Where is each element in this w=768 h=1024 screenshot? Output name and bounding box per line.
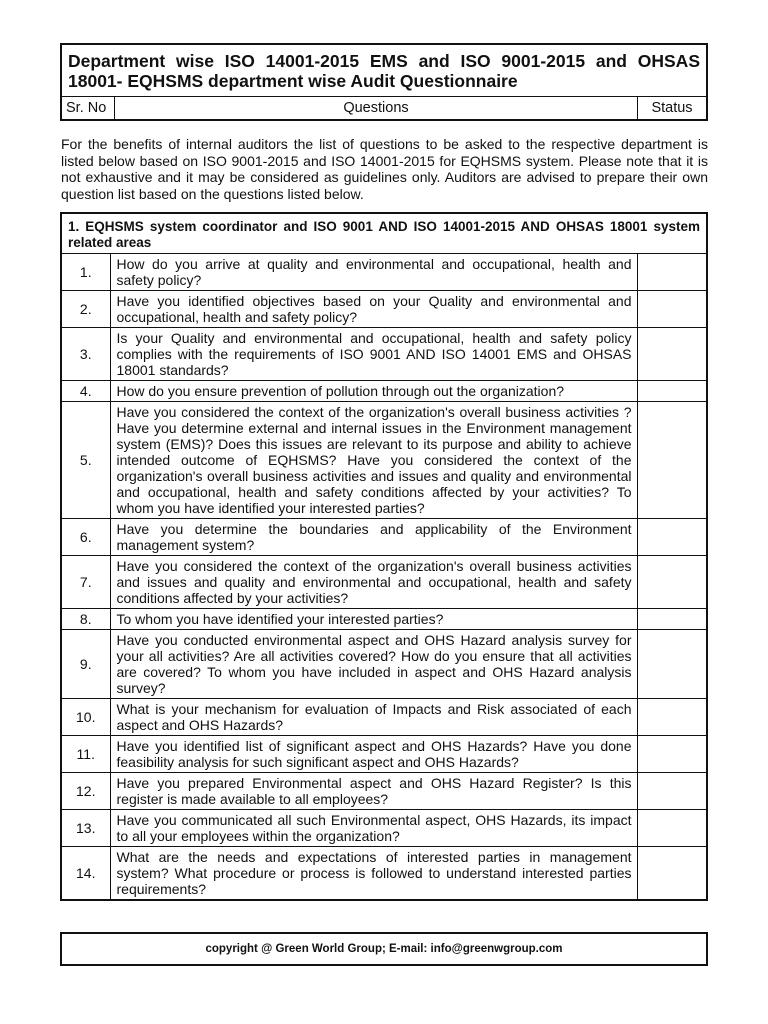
intro-paragraph: For the benefits of internal auditors the list of questions to be asked to the respective department is listed below based on ISO 9001-2015 and ISO 14001-2015 for EQHSMS system. Please note that it is not exhaustive and it may be considered as guidelines only. Auditors are advised to prepare their own question list based on the questions listed below. (61, 136, 708, 202)
column-header-questions: Questions (115, 97, 638, 119)
question-number: 1. (61, 254, 110, 291)
question-number: 2. (61, 291, 110, 328)
question-number: 8. (61, 609, 110, 630)
question-row (61, 773, 707, 810)
question-row (61, 556, 707, 609)
question-text: How do you ensure prevention of pollution through out the organization? (110, 381, 637, 402)
question-number: 10. (61, 699, 110, 736)
section-title: 1. EQHSMS system coordinator and ISO 9001 AND ISO 14001-2015 AND OHSAS 18001 system related areas (61, 213, 707, 254)
document-page (60, 43, 708, 901)
question-number: 5. (61, 402, 110, 519)
status-cell[interactable] (637, 519, 707, 556)
question-row (61, 847, 707, 901)
question-row (61, 699, 707, 736)
question-number: 12. (61, 773, 110, 810)
question-text: Have you determine the boundaries and applicability of the Environment management system? (110, 519, 637, 556)
header-columns (62, 96, 706, 119)
question-number: 6. (61, 519, 110, 556)
question-text: Is your Quality and environmental and occupational, health and safety policy complies with the requirements of ISO 9001 AND ISO 14001 EMS and OHSAS 18001 standards? (110, 328, 637, 381)
status-cell[interactable] (637, 773, 707, 810)
column-header-srno: Sr. No (62, 97, 115, 119)
question-text: Have you identified list of significant aspect and OHS Hazards? Have you done feasibility analysis for such significant aspect and OHS Hazards? (110, 736, 637, 773)
question-number: 14. (61, 847, 110, 901)
status-cell[interactable] (637, 699, 707, 736)
question-row (61, 254, 707, 291)
document-header (60, 43, 708, 121)
question-text: How do you arrive at quality and environmental and occupational, health and safety policy? (110, 254, 637, 291)
status-cell[interactable] (637, 254, 707, 291)
document-title: Department wise ISO 14001-2015 EMS and ISO 9001-2015 and OHSAS 18001- EQHSMS department wise Audit Questionnaire (68, 51, 700, 91)
section-header-row (61, 213, 707, 254)
status-cell[interactable] (637, 328, 707, 381)
question-number: 4. (61, 381, 110, 402)
question-text: To whom you have identified your interested parties? (110, 609, 637, 630)
status-cell[interactable] (637, 291, 707, 328)
question-number: 9. (61, 630, 110, 699)
status-cell[interactable] (637, 381, 707, 402)
status-cell[interactable] (637, 609, 707, 630)
question-number: 11. (61, 736, 110, 773)
status-cell[interactable] (637, 847, 707, 901)
status-cell[interactable] (637, 556, 707, 609)
question-number: 7. (61, 556, 110, 609)
question-row (61, 609, 707, 630)
copyright-footer (60, 932, 708, 966)
questionnaire-table (60, 212, 708, 901)
status-cell[interactable] (637, 402, 707, 519)
question-row (61, 519, 707, 556)
question-number: 3. (61, 328, 110, 381)
question-row (61, 291, 707, 328)
question-text: Have you communicated all such Environmental aspect, OHS Hazards, its impact to all your employees within the organization? (110, 810, 637, 847)
question-row (61, 402, 707, 519)
question-number: 13. (61, 810, 110, 847)
question-row (61, 381, 707, 402)
copyright-text: copyright @ Green World Group; E-mail: info@greenwgroup.com (205, 943, 563, 955)
column-header-status: Status (651, 100, 693, 116)
question-row (61, 736, 707, 773)
question-row (61, 328, 707, 381)
status-cell[interactable] (637, 736, 707, 773)
question-row (61, 810, 707, 847)
question-text: Have you identified objectives based on your Quality and environmental and occupational, health and safety policy? (110, 291, 637, 328)
question-text: Have you considered the context of the organization's overall business activities ? Have you determine external and internal issues in the Environment management system (EMS)? Does this issues are relevant to its purpose and ability to achieve intended outcome of EQHSMS? Have you considered the context of the organization's overall business activities and issues and quality and environmental and occupational, health and safety conditions affected by your activities? To whom you have identified your interested parties? (110, 402, 637, 519)
question-text: What is your mechanism for evaluation of Impacts and Risk associated of each aspect and OHS Hazards? (110, 699, 637, 736)
question-text: Have you considered the context of the organization's overall business activities and issues and quality and environmental and occupational, health and safety conditions affected by your activities? (110, 556, 637, 609)
status-cell[interactable] (637, 810, 707, 847)
question-text: Have you conducted environmental aspect and OHS Hazard analysis survey for your all activities? Are all activities covered? How do you ensure that all activities are covered? To whom you have included in aspect and OHS Hazard analysis survey? (110, 630, 637, 699)
question-text: Have you prepared Environmental aspect and OHS Hazard Register? Is this register is made available to all employees? (110, 773, 637, 810)
question-text: What are the needs and expectations of interested parties in management system? What procedure or process is followed to understand interested parties requirements? (110, 847, 637, 901)
question-row (61, 630, 707, 699)
status-cell[interactable] (637, 630, 707, 699)
